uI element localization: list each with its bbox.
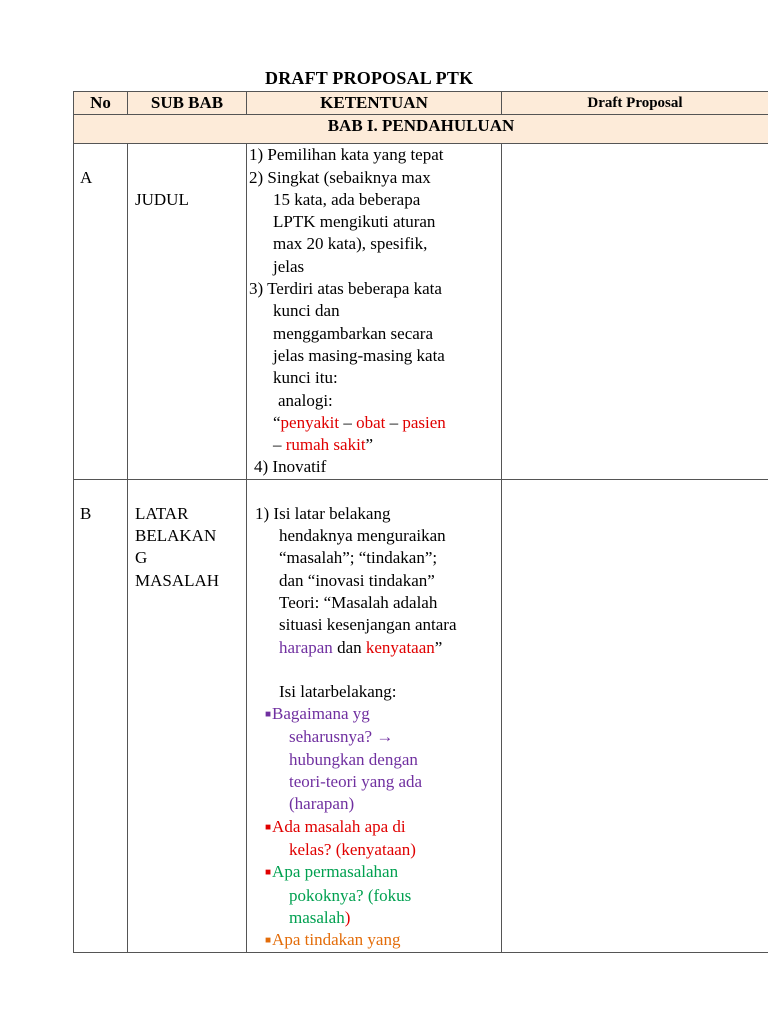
analogy-word: obat [356,412,386,432]
analogy-line-2 [249,434,501,456]
ketentuan-line: hendaknya menguraikan [279,526,446,546]
analogy-quote: ” [365,435,374,455]
ketentuan-line: kunci itu: [273,368,338,388]
row-b-draft-cell [502,479,768,953]
ketentuan-line: situasi kesenjangan antara [279,615,457,635]
row-a-sub-bab-text: JUDUL [135,190,189,210]
proposal-table [73,91,768,953]
sub-bab-line: MASALAH [135,570,220,590]
header-ketentuan: KETENTUAN [247,92,502,115]
ketentuan-line: analogi: [278,390,333,410]
row-b-no-text: B [80,503,92,523]
harapan-kenyataan-line [255,637,501,659]
harapan-word: harapan [279,637,333,657]
analogy-dash: – [339,412,357,432]
ketentuan-line: “masalah”; “tindakan”; [279,548,438,568]
analogy-word: pasien [402,412,446,432]
table-row-judul [74,144,768,479]
bullet-text-line [255,907,501,929]
row-a-no [74,144,128,479]
row-b-ketentuan [247,479,502,953]
header-draft-proposal: Draft Proposal [502,92,768,115]
bullet-text: Bagaimana yg [272,704,370,724]
document-title: DRAFT PROPOSAL PTK [265,68,474,88]
analogy-quote: “ [273,412,281,432]
analogy-word: penyakit [280,412,340,432]
section-title: BAB I. PENDAHULUAN [74,115,768,144]
square-bullet-icon: ■ [265,935,272,947]
analogy-line-1 [249,412,501,434]
ketentuan-line: dan “inovasi tindakan” [279,570,435,590]
sub-bab-line: G [135,548,148,568]
section-row [74,115,768,144]
row-b-no [74,479,128,953]
bullet-text: pokoknya? (fokus [289,885,412,905]
header-row [74,92,768,115]
bullet-tindakan [255,929,501,952]
dan-word: dan [332,637,366,657]
bullet-harapan [255,703,501,726]
row-b-ketentuan-body [249,503,501,953]
ketentuan-line: 4) Inovatif [254,457,327,477]
ketentuan-line: menggambarkan secara [273,323,433,343]
table-row-latar-belakang [74,479,768,953]
ketentuan-line: max 20 kata), spesifik, [273,234,428,254]
bullet-text: masalah [289,907,345,927]
bullet-fokus [255,861,501,884]
row-a-sub-bab [128,144,247,479]
ketentuan-line: LPTK mengikuti aturan [273,212,436,232]
ketentuan-line: Teori: “Masalah adalah [279,592,438,612]
kenyataan-word: kenyataan [365,637,435,657]
bullet-text: Ada masalah apa di [272,816,406,836]
square-bullet-icon: ■ [265,821,272,833]
ketentuan-line: 1) Pemilihan kata yang tepat [249,145,444,165]
sub-bab-line: LATAR [135,503,189,523]
row-a-ketentuan [247,144,502,479]
square-bullet-icon: ■ [265,867,272,879]
header-no: No [74,92,128,115]
isi-label: Isi latarbelakang: [279,681,397,701]
ketentuan-line: 1) Isi latar belakang [255,503,391,523]
analogy-word: rumah sakit [285,435,366,455]
bullet-text: hubungkan dengan [289,749,418,769]
analogy-dash: – [385,412,403,432]
ketentuan-line: jelas masing-masing kata [273,345,445,365]
square-bullet-icon: ■ [265,709,272,721]
analogy-dash: – [273,435,286,455]
close-quote: ” [434,637,443,657]
bullet-text: Apa permasalahan [272,862,399,882]
row-a-no-text: A [80,168,93,188]
ketentuan-line: 15 kata, ada beberapa [273,189,421,209]
bullet-text: Apa tindakan yang [272,930,401,950]
ketentuan-line: jelas [273,256,305,276]
blank-line [255,659,501,681]
close-paren: ) [344,907,351,927]
row-a-draft-cell [502,144,768,479]
ketentuan-line: 2) Singkat (sebaiknya max [249,167,431,187]
bullet-text: teori-teori yang ada [289,772,423,792]
bullet-text: kelas? (kenyataan) [289,839,416,859]
row-b-sub-bab-text [135,503,246,592]
row-b-sub-bab [128,479,247,953]
ketentuan-line: 3) Terdiri atas beberapa kata [249,279,442,299]
bullet-text: seharusnya? → [289,727,394,747]
bullet-text: (harapan) [289,794,355,814]
ketentuan-line: kunci dan [273,301,340,321]
sub-bab-line: BELAKAN [135,526,217,546]
header-sub-bab: SUB BAB [128,92,247,115]
bullet-kenyataan [255,816,501,839]
